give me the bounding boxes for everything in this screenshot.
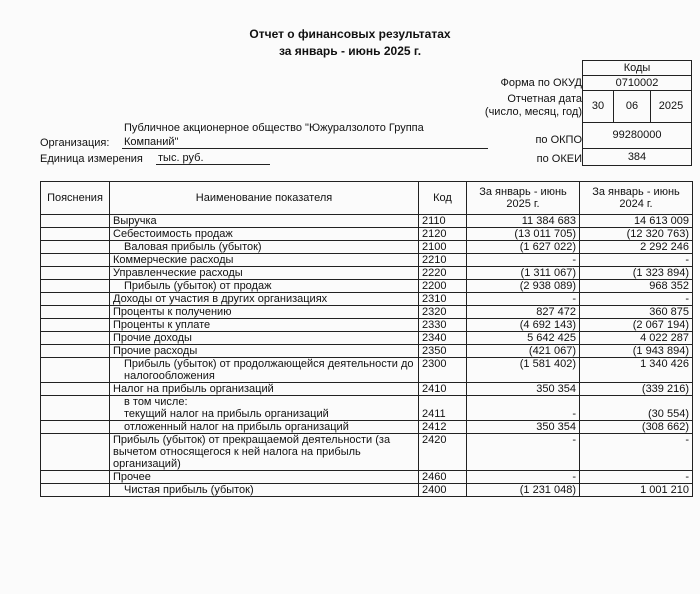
row-code: 2320 [419, 306, 467, 319]
row-current-value: - [467, 434, 580, 471]
row-current-value: 5 642 425 [467, 332, 580, 345]
row-notes [41, 345, 110, 358]
row-current-value: (421 067) [467, 345, 580, 358]
row-current-value: (1 581 402) [467, 358, 580, 383]
row-code: 2210 [419, 254, 467, 267]
date-day: 30 [582, 90, 614, 123]
row-notes [41, 254, 110, 267]
table-row [41, 471, 693, 484]
org-name-line2: Компаний" [124, 136, 179, 148]
row-code: 2350 [419, 345, 467, 358]
row-code: 2400 [419, 484, 467, 497]
col-header-code: Код [419, 182, 467, 215]
row-notes [41, 358, 110, 383]
row-notes [41, 332, 110, 345]
unit-label: Единица измерения [40, 153, 143, 165]
table-row [41, 396, 693, 421]
row-sub-previous-text: (30 554) [648, 408, 689, 420]
okei-label: по ОКЕИ [536, 153, 582, 165]
row-notes [41, 293, 110, 306]
okpo-label: по ОКПО [535, 134, 582, 146]
row-code: 2340 [419, 332, 467, 345]
row-name: отложенный налог на прибыль организаций [110, 421, 419, 434]
row-previous-value: 1 001 210 [580, 484, 693, 497]
row-name [110, 396, 419, 421]
table-row [41, 306, 693, 319]
row-name: Коммерческие расходы [110, 254, 419, 267]
org-underline [122, 148, 488, 149]
row-previous-value: 14 613 009 [580, 215, 693, 228]
row-code: 2412 [419, 421, 467, 434]
org-name-line1: Публичное акционерное общество "Южуралзолото Группа [124, 122, 424, 134]
row-name: Управленческие расходы [110, 267, 419, 280]
table-row [41, 332, 693, 345]
row-previous-value: 1 340 426 [580, 358, 693, 383]
row-name: Налог на прибыль организаций [110, 383, 419, 396]
row-code: 2460 [419, 471, 467, 484]
row-code: 2120 [419, 228, 467, 241]
row-name: Прибыль (убыток) от продолжающейся деятельности до налогообложения [110, 358, 419, 383]
okpo-value: 99280000 [582, 122, 692, 149]
table-header-row [41, 182, 693, 215]
row-previous-value [580, 396, 693, 421]
row-current-value: (1 311 067) [467, 267, 580, 280]
row-name: Выручка [110, 215, 419, 228]
row-code: 2220 [419, 267, 467, 280]
row-name: Прочее [110, 471, 419, 484]
row-code: 2410 [419, 383, 467, 396]
row-current-value: - [467, 293, 580, 306]
row-previous-value: (12 320 763) [580, 228, 693, 241]
row-code [419, 396, 467, 421]
row-current-text [470, 396, 576, 408]
row-current-value: 11 384 683 [467, 215, 580, 228]
row-notes [41, 241, 110, 254]
page-title: Отчет о финансовых результатах [249, 27, 451, 41]
table-row [41, 254, 693, 267]
row-notes [41, 267, 110, 280]
row-current-value: (1 231 048) [467, 484, 580, 497]
row-current-value: 350 354 [467, 383, 580, 396]
row-current-value: - [467, 471, 580, 484]
unit-underline [156, 164, 270, 165]
row-name: Прочие расходы [110, 345, 419, 358]
table-row [41, 345, 693, 358]
row-previous-value: 360 875 [580, 306, 693, 319]
row-name-text: в том числе: [124, 396, 188, 408]
table-row [41, 267, 693, 280]
row-sub-current-text: - [572, 408, 576, 420]
row-code: 2200 [419, 280, 467, 293]
row-notes [41, 319, 110, 332]
table-row [41, 421, 693, 434]
table-row [41, 358, 693, 383]
row-previous-value: 968 352 [580, 280, 693, 293]
row-code: 2300 [419, 358, 467, 383]
unit-value: тыс. руб. [158, 152, 204, 164]
row-code: 2100 [419, 241, 467, 254]
row-current-value: 827 472 [467, 306, 580, 319]
date-year: 2025 [650, 90, 692, 123]
row-previous-value: 4 022 287 [580, 332, 693, 345]
row-notes [41, 421, 110, 434]
okei-value: 384 [582, 148, 692, 166]
row-previous-value: (339 216) [580, 383, 693, 396]
table-row [41, 280, 693, 293]
row-previous-value: - [580, 254, 693, 267]
row-code-text [422, 396, 463, 408]
row-name: Проценты к уплате [110, 319, 419, 332]
row-name: Проценты к получению [110, 306, 419, 319]
row-previous-value: - [580, 434, 693, 471]
table-row [41, 228, 693, 241]
org-label: Организация: [40, 137, 110, 149]
col-header-current: За январь - июнь 2025 г. [467, 182, 580, 215]
table-row [41, 383, 693, 396]
row-previous-text [583, 396, 689, 408]
row-current-value [467, 396, 580, 421]
row-current-value: (1 627 022) [467, 241, 580, 254]
col-header-name: Наименование показателя [110, 182, 419, 215]
row-name: Прибыль (убыток) от прекращаемой деятельности (за вычетом относящегося к ней налога на прибыль организаций) [110, 434, 419, 471]
row-notes [41, 228, 110, 241]
row-notes [41, 306, 110, 319]
row-previous-value: (2 067 194) [580, 319, 693, 332]
date-label-line1: Отчетная дата [507, 93, 582, 105]
okud-label: Форма по ОКУД [500, 77, 582, 89]
row-notes [41, 471, 110, 484]
row-current-value: 350 354 [467, 421, 580, 434]
row-name: Чистая прибыль (убыток) [110, 484, 419, 497]
row-previous-value: (1 943 894) [580, 345, 693, 358]
row-name: Прибыль (убыток) от продаж [110, 280, 419, 293]
row-previous-value: (1 323 894) [580, 267, 693, 280]
codes-header: Коды [582, 60, 692, 76]
row-notes [41, 215, 110, 228]
row-notes [41, 383, 110, 396]
row-notes [41, 434, 110, 471]
row-code: 2110 [419, 215, 467, 228]
col-header-previous: За январь - июнь 2024 г. [580, 182, 693, 215]
row-code: 2420 [419, 434, 467, 471]
col-header-notes: Пояснения [41, 182, 110, 215]
row-previous-value: (308 662) [580, 421, 693, 434]
row-previous-value: 2 292 246 [580, 241, 693, 254]
okud-value: 0710002 [582, 75, 692, 91]
financial-results-table [40, 181, 693, 497]
page-subtitle: за январь - июнь 2025 г. [278, 44, 422, 58]
table-row [41, 434, 693, 471]
table-row [41, 319, 693, 332]
row-name: Прочие доходы [110, 332, 419, 345]
row-code: 2310 [419, 293, 467, 306]
row-sub-name-text: текущий налог на прибыль организаций [124, 408, 329, 420]
row-current-value: (4 692 143) [467, 319, 580, 332]
row-previous-value: - [580, 293, 693, 306]
row-notes [41, 484, 110, 497]
row-previous-value: - [580, 471, 693, 484]
row-current-value: (13 011 705) [467, 228, 580, 241]
table-row [41, 293, 693, 306]
row-name: Доходы от участия в других организациях [110, 293, 419, 306]
table-body [41, 215, 693, 497]
date-label [485, 93, 582, 119]
row-notes [41, 396, 110, 421]
row-current-value: (2 938 089) [467, 280, 580, 293]
table-row [41, 215, 693, 228]
row-code: 2330 [419, 319, 467, 332]
date-label-line2: (число, месяц, год) [484, 106, 582, 118]
table-row [41, 484, 693, 497]
row-notes [41, 280, 110, 293]
row-sub-code-text: 2411 [422, 408, 446, 420]
row-name: Себестоимость продаж [110, 228, 419, 241]
row-name: Валовая прибыль (убыток) [110, 241, 419, 254]
table-row [41, 241, 693, 254]
row-current-value: - [467, 254, 580, 267]
date-month: 06 [613, 90, 651, 123]
